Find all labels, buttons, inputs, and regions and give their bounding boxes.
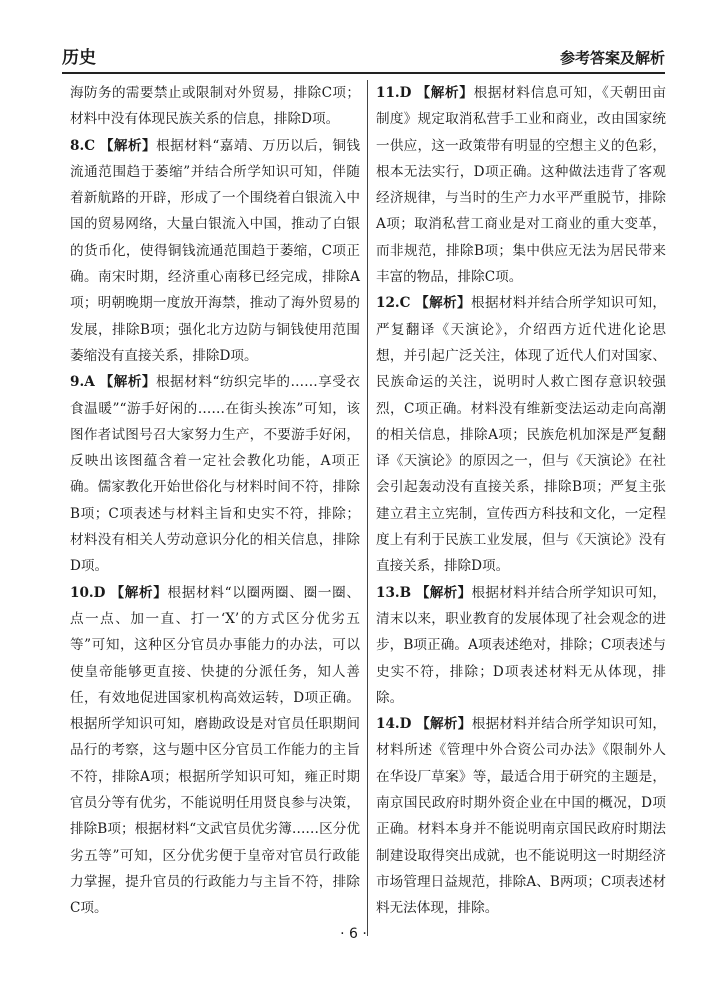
- entry-text: 根据材料信息可知，《天朝田亩制度》规定取消私营手工业和商业，改由国家统一供应，这一政策带有明显的空想主义的色彩，根本无法实行，D项正确。这种做法违背了客观经济规律，与当时的生产力水平严重脱节，排除A项；取消私营工商业是对工商业的重大变革，而非规范，排除B项；集中供应无法为居民带来丰富的物品，排除C项。: [376, 85, 667, 286]
- answer-letter: D: [93, 584, 106, 601]
- entry-text: 海防务的需要禁止或限制对外贸易，排除C项；材料中没有体现民族关系的信息，排除D项。: [70, 85, 360, 128]
- analysis-tag: 【解析】: [110, 584, 168, 601]
- analysis-tag: 【解析】: [99, 374, 157, 391]
- question-number: 12.: [376, 295, 400, 312]
- answer-entry-11: [376, 80, 666, 290]
- column-divider: [367, 80, 368, 936]
- analysis-tag: 【解析】: [99, 137, 157, 154]
- question-number: 8.: [70, 137, 85, 154]
- question-number: 13.: [376, 584, 400, 601]
- entry-text: 根据材料“纺织完毕的……享受衣食温暖”“游手好闲的……在街头挨冻”可知，该图作者试图号召大家努力生产，不要游手好闲，反映出该图蕴含着一定社会教化功能，A项正确。儒家教化开始世俗化与材料时间不符，排除B项；C项表述与材料主旨和史实不符，排除；材料没有相关人劳动意识分化的相关信息，排除D项。: [70, 374, 360, 575]
- answer-letter: B: [399, 584, 412, 601]
- right-column: [376, 80, 666, 922]
- section-title: 参考答案及解析: [559, 49, 665, 67]
- analysis-tag: 【解析】: [415, 584, 472, 601]
- answer-entry-12: [376, 290, 666, 579]
- page-number: · 6 ·: [340, 926, 367, 942]
- analysis-tag: 【解析】: [415, 295, 471, 312]
- question-number: 14.: [376, 716, 400, 733]
- answer-entry-14: [376, 711, 666, 921]
- answer-entry-13: [376, 580, 666, 711]
- analysis-tag: 【解析】: [416, 716, 472, 733]
- answer-letter: C: [399, 295, 411, 312]
- answer-entry-8: [70, 133, 360, 370]
- answer-letter: D: [399, 716, 412, 733]
- answer-entry-continued: [70, 80, 360, 133]
- answer-letter: D: [399, 85, 412, 101]
- question-number: 10.: [70, 584, 94, 601]
- analysis-tag: 【解析】: [416, 85, 474, 101]
- question-number: 9.: [70, 374, 85, 391]
- answer-letter: A: [84, 374, 95, 391]
- answer-entry-10: [70, 580, 360, 922]
- answer-letter: C: [84, 137, 96, 154]
- entry-text: 根据材料并结合所学知识可知，严复翻译《天演论》，介绍西方近代进化论思想，并引起广泛关注，体现了近代人们对国家、民族命运的关注，说明时人救亡图存意识较强烈，C项正确。材料没有维新变法运动走向高潮的相关信息，排除A项；民族危机加深是严复翻译《天演论》的原因之一，但与《天演论》在社会引起轰动没有直接关系，排除B项；严复主张建立君主立宪制，宣传西方科技和文化，一定程度上有利于民族工业发展，但与《天演论》没有直接关系，排除D项。: [376, 295, 667, 575]
- question-number: 11.: [376, 85, 400, 101]
- entry-text: 根据材料“嘉靖、万历以后，铜钱流通范围趋于萎缩”并结合所学知识可知，伴随着新航路的开辟，形成了一个围绕着白银流入中国的贸易网络，大量白银流入中国，推动了白银的货币化，使得铜钱流通范围趋于萎缩，C项正确。南宋时期，经济重心南移已经完成，排除A项；明朝晚期一度放开海禁，推动了海外贸易的发展，排除B项；强化北方边防与铜钱使用范围萎缩没有直接关系，排除D项。: [70, 137, 361, 364]
- page-header: [62, 44, 665, 74]
- left-column: [70, 80, 360, 922]
- entry-text: 根据材料并结合所学知识可知，清末以来，职业教育的发展体现了社会观念的进步，B项正确。A项表述绝对，排除；C项表述与史实不符，排除；D项表述材料无从体现，排除。: [376, 584, 667, 706]
- subject-title: 历史: [62, 48, 96, 68]
- answer-entry-9: [70, 369, 360, 579]
- entry-text: 根据材料“以圈两圈、圈一圈、点一点、加一直、打一‘X’的方式区分优劣五等”可知，这种区分官员办事能力的办法，可以使皇帝能够更直接、快捷的分派任务，知人善任，有效地促进国家机构高效运转，D项正确。根据所学知识可知，磨勘政设是对官员任职期间品行的考察，这与题中区分官员工作能力的主旨不符，排除A项；根据所学知识可知，雍正时期官员分等有优劣，不能说明任用贤良参与决策，排除B项；根据材料“文武官员优劣簿……区分优劣五等”可知，区分优劣便于皇帝对官员行政能力掌握，提升官员的行政能力与主旨不符，排除C项。: [70, 584, 361, 917]
- entry-text: 根据材料并结合所学知识可知，材料所述《管理中外合资公司办法》《限制外人在华设厂草案》等，最适合用于研究的主题是，南京国民政府时期外资企业在中国的概况，D项正确。材料本身并不能说明南京国民政府时期法制建设取得突出成就，也不能说明这一时期经济市场管理日益规范，排除A、B两项；C项表述材料无法体现，排除。: [376, 716, 667, 917]
